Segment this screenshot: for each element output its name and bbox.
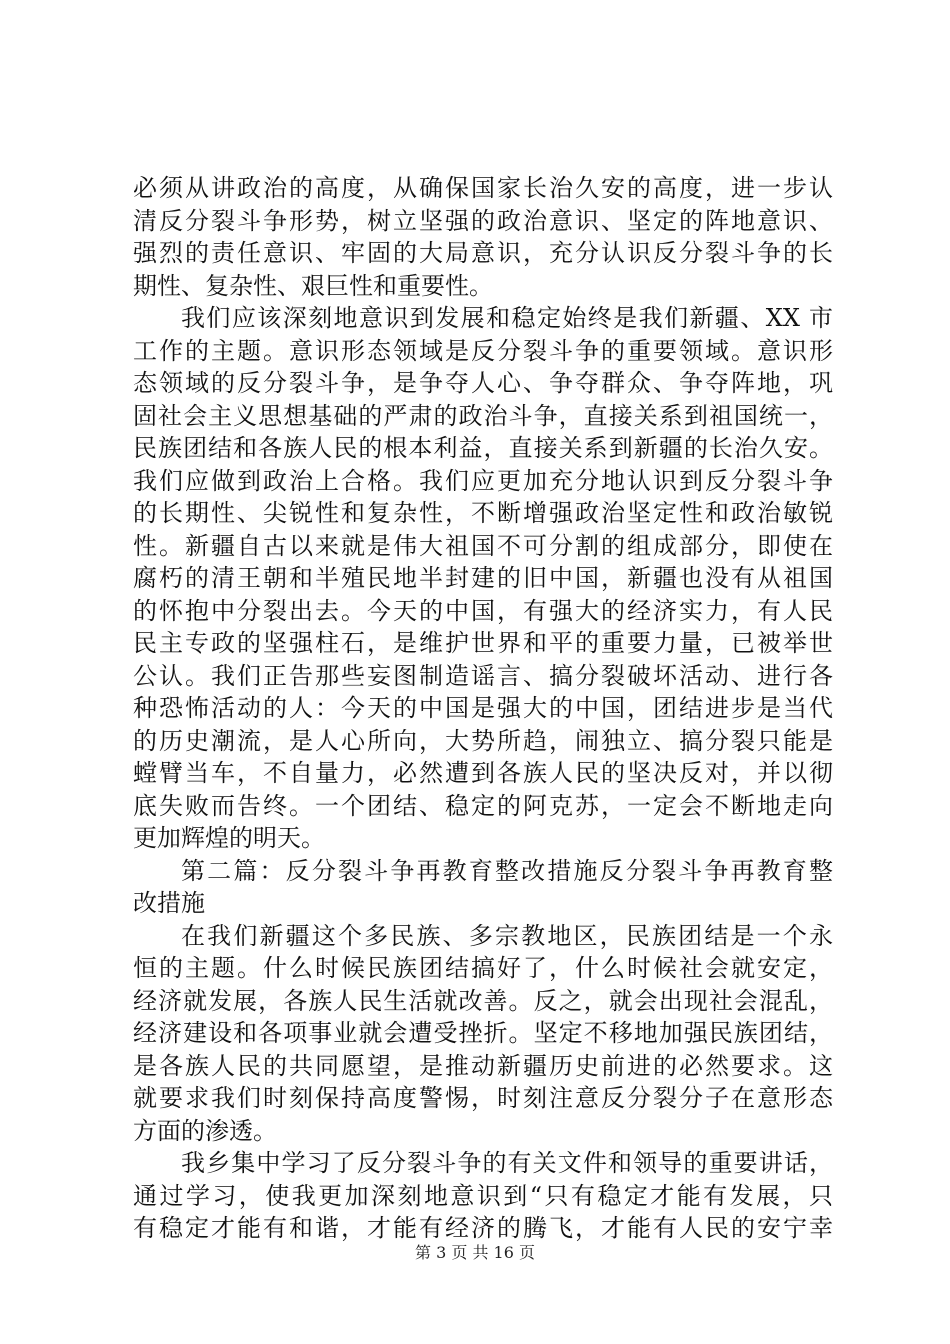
text-line: 通过学习，使我更加深刻地意识到“只有稳定才能有发展，只 (133, 1181, 833, 1210)
text-line: 种恐怖活动的人：今天的中国是强大的中国，团结进步是当代 (133, 694, 833, 722)
text-line: 腐朽的清王朝和半殖民地半封建的旧中国，新疆也没有从祖国 (133, 564, 833, 592)
text-line: 经济就发展，各族人民生活就改善。反之，就会出现社会混乱， (133, 986, 833, 1015)
text-line: 螳臂当车，不自量力，必然遭到各族人民的坚决反对，并以彻 (133, 759, 833, 787)
text-line: 恒的主题。什么时候民族团结搞好了，什么时候社会就安定， (133, 954, 833, 982)
text-line: 第二篇：反分裂斗争再教育整改措施反分裂斗争再教育整 (181, 856, 833, 885)
text-line: 有稳定才能有和谐，才能有经济的腾飞，才能有人民的安宁幸 (133, 1214, 833, 1242)
text-line: 就要求我们时刻保持高度警惕，时刻注意反分裂分子在意形态 (133, 1084, 833, 1112)
page-footer: 第 3 页 共 16 页 (415, 1243, 535, 1262)
text-line: 态领域的反分裂斗争，是争夺人心、争夺群众、争夺阵地，巩 (133, 369, 833, 397)
text-line: 的长期性、尖锐性和复杂性，不断增强政治坚定性和政治敏锐 (133, 499, 833, 527)
text-line: 固社会主义思想基础的严肃的政治斗争，直接关系到祖国统一， (133, 401, 833, 430)
text-line: 必须从讲政治的高度，从确保国家长治久安的高度，进一步认 (133, 174, 833, 202)
text-line: 清反分裂斗争形势，树立坚强的政治意识、坚定的阵地意识、 (133, 206, 833, 235)
text-line: 我们应做到政治上合格。我们应更加充分地认识到反分裂斗争 (133, 466, 833, 495)
text-line: 期性、复杂性、艰巨性和重要性。 (133, 271, 493, 300)
text-line: 我乡集中学习了反分裂斗争的有关文件和领导的重要讲话， (181, 1149, 833, 1177)
text-line: 经济建设和各项事业就会遭受挫折。坚定不移地加强民族团结， (133, 1019, 833, 1047)
text-line: 性。新疆自古以来就是伟大祖国不可分割的组成部分，即使在 (133, 531, 833, 560)
text-line: 公认。我们正告那些妄图制造谣言、搞分裂破坏活动、进行各 (133, 661, 833, 690)
text-line: 民族团结和各族人民的根本利益，直接关系到新疆的长治久安。 (133, 434, 833, 462)
text-line: 我们应该深刻地意识到发展和稳定始终是我们新疆、XX 市 (181, 304, 833, 332)
text-line: 在我们新疆这个多民族、多宗教地区，民族团结是一个永 (181, 921, 833, 950)
text-line: 底失败而告终。一个团结、稳定的阿克苏，一定会不断地走向 (133, 791, 833, 820)
text-line: 强烈的责任意识、牢固的大局意识，充分认识反分裂斗争的长 (133, 239, 833, 267)
text-line: 的怀抱中分裂出去。今天的中国，有强大的经济实力，有人民 (133, 596, 833, 625)
text-line: 是各族人民的共同愿望，是推动新疆历史前进的必然要求。这 (133, 1051, 833, 1080)
text-line: 工作的主题。意识形态领域是反分裂斗争的重要领域。意识形 (133, 336, 833, 365)
text-line: 方面的渗透。 (133, 1116, 277, 1145)
text-line: 更加辉煌的明天。 (133, 824, 325, 852)
text-line: 的历史潮流，是人心所向，大势所趋，闹独立、搞分裂只能是 (133, 726, 833, 755)
text-line: 民主专政的坚强柱石，是维护世界和平的重要力量，已被举世 (133, 629, 833, 657)
document-body (133, 172, 833, 1245)
text-line: 改措施 (133, 889, 205, 917)
